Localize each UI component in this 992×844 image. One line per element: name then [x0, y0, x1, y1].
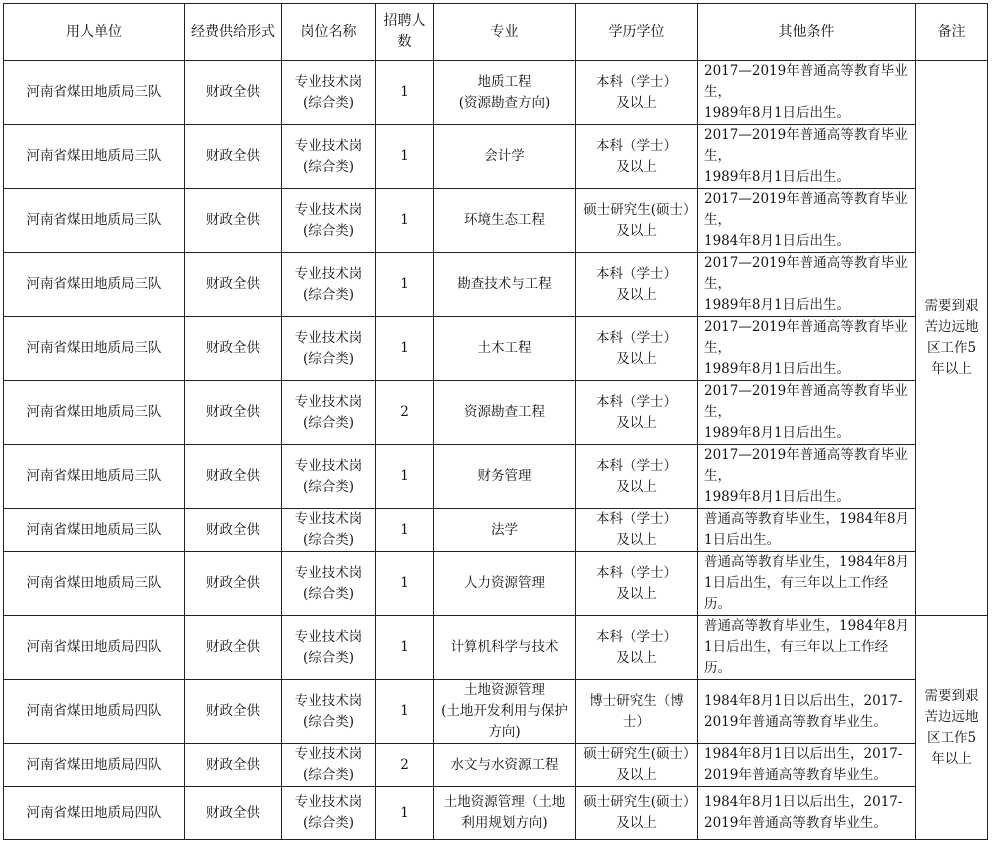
table-row [4, 253, 988, 317]
header-unit: 用人单位 [4, 4, 185, 61]
conditions-cell: 普通高等教育毕业生，1984年8月1日后出生，有三年以上工作经历。 [698, 616, 916, 680]
count-cell: 1 [376, 125, 434, 189]
header-row [4, 4, 988, 61]
count-cell: 1 [376, 680, 434, 744]
table-row [4, 552, 988, 616]
table-row [4, 509, 988, 552]
conditions-cell: 普通高等教育毕业生，1984年8月1日后出生，有三年以上工作经历。 [698, 552, 916, 616]
conditions-cell: 普通高等教育毕业生，1984年8月1日后出生。 [698, 509, 916, 552]
unit-cell: 河南省煤田地质局四队 [4, 787, 185, 840]
conditions-cell: 1984年8月1日以后出生，2017-2019年普通高等教育毕业生。 [698, 787, 916, 840]
table-row [4, 189, 988, 253]
funding-cell: 财政全供 [185, 552, 282, 616]
position-cell: 专业技术岗 (综合类) [282, 125, 376, 189]
count-cell: 2 [376, 744, 434, 787]
unit-cell: 河南省煤田地质局四队 [4, 744, 185, 787]
table-row [4, 317, 988, 381]
degree-cell: 硕士研究生(硕士）及以上 [576, 744, 698, 787]
position-cell: 专业技术岗 (综合类) [282, 680, 376, 744]
funding-cell: 财政全供 [185, 125, 282, 189]
funding-cell: 财政全供 [185, 680, 282, 744]
count-cell: 2 [376, 381, 434, 445]
unit-cell: 河南省煤田地质局三队 [4, 125, 185, 189]
position-cell: 专业技术岗 (综合类) [282, 744, 376, 787]
count-cell: 1 [376, 253, 434, 317]
table-row [4, 616, 988, 680]
position-cell: 专业技术岗 (综合类) [282, 616, 376, 680]
funding-cell: 财政全供 [185, 253, 282, 317]
conditions-cell: 2017—2019年普通高等教育毕业生， 1989年8月1日后出生。 [698, 125, 916, 189]
funding-cell: 财政全供 [185, 744, 282, 787]
major-cell: 水文与水资源工程 [434, 744, 576, 787]
unit-cell: 河南省煤田地质局四队 [4, 680, 185, 744]
degree-cell: 本科（学士） 及以上 [576, 616, 698, 680]
remarks-cell: 需要到艰苦边远地区工作5年以上 [916, 616, 988, 840]
unit-cell: 河南省煤田地质局三队 [4, 445, 185, 509]
unit-cell: 河南省煤田地质局三队 [4, 189, 185, 253]
major-cell: 计算机科学与技术 [434, 616, 576, 680]
degree-cell: 硕士研究生(硕士）及以上 [576, 189, 698, 253]
header-funding: 经费供给形式 [185, 4, 282, 61]
position-cell: 专业技术岗 (综合类) [282, 189, 376, 253]
conditions-cell: 2017—2019年普通高等教育毕业生， 1989年8月1日后出生。 [698, 381, 916, 445]
position-cell: 专业技术岗 (综合类) [282, 253, 376, 317]
conditions-cell: 1984年8月1日以后出生，2017-2019年普通高等教育毕业生。 [698, 680, 916, 744]
funding-cell: 财政全供 [185, 616, 282, 680]
position-cell: 专业技术岗 (综合类) [282, 509, 376, 552]
table-row [4, 445, 988, 509]
major-cell: 土木工程 [434, 317, 576, 381]
major-cell: 土地资源管理 (土地开发利用与保护方向) [434, 680, 576, 744]
major-cell: 资源勘查工程 [434, 381, 576, 445]
funding-cell: 财政全供 [185, 317, 282, 381]
count-cell: 1 [376, 189, 434, 253]
conditions-cell: 2017—2019年普通高等教育毕业生， 1989年8月1日后出生。 [698, 317, 916, 381]
conditions-cell: 1984年8月1日以后出生，2017-2019年普通高等教育毕业生。 [698, 744, 916, 787]
degree-cell: 博士研究生（博士） [576, 680, 698, 744]
unit-cell: 河南省煤田地质局三队 [4, 381, 185, 445]
position-cell: 专业技术岗 (综合类) [282, 317, 376, 381]
major-cell: 人力资源管理 [434, 552, 576, 616]
unit-cell: 河南省煤田地质局三队 [4, 61, 185, 125]
count-cell: 1 [376, 787, 434, 840]
degree-cell: 本科（学士） 及以上 [576, 552, 698, 616]
remarks-cell: 需要到艰苦边远地区工作5年以上 [916, 61, 988, 616]
conditions-cell: 2017—2019年普通高等教育毕业生， 1984年8月1日后出生。 [698, 189, 916, 253]
funding-cell: 财政全供 [185, 787, 282, 840]
header-conditions: 其他条件 [698, 4, 916, 61]
funding-cell: 财政全供 [185, 445, 282, 509]
conditions-cell: 2017—2019年普通高等教育毕业生， 1989年8月1日后出生。 [698, 61, 916, 125]
position-cell: 专业技术岗 (综合类) [282, 787, 376, 840]
position-cell: 专业技术岗 (综合类) [282, 61, 376, 125]
position-cell: 专业技术岗 (综合类) [282, 445, 376, 509]
unit-cell: 河南省煤田地质局三队 [4, 552, 185, 616]
table-row [4, 744, 988, 787]
funding-cell: 财政全供 [185, 189, 282, 253]
count-cell: 1 [376, 61, 434, 125]
degree-cell: 硕士研究生(硕士）及以上 [576, 787, 698, 840]
major-cell: 地质工程 (资源勘查方向) [434, 61, 576, 125]
degree-cell: 本科（学士） 及以上 [576, 445, 698, 509]
position-cell: 专业技术岗 (综合类) [282, 381, 376, 445]
recruitment-table [3, 3, 988, 840]
funding-cell: 财政全供 [185, 509, 282, 552]
major-cell: 会计学 [434, 125, 576, 189]
degree-cell: 本科（学士） 及以上 [576, 381, 698, 445]
header-major: 专业 [434, 4, 576, 61]
count-cell: 1 [376, 445, 434, 509]
header-count: 招聘人数 [376, 4, 434, 61]
major-cell: 环境生态工程 [434, 189, 576, 253]
unit-cell: 河南省煤田地质局三队 [4, 317, 185, 381]
count-cell: 1 [376, 552, 434, 616]
table-row [4, 61, 988, 125]
funding-cell: 财政全供 [185, 381, 282, 445]
header-position: 岗位名称 [282, 4, 376, 61]
major-cell: 财务管理 [434, 445, 576, 509]
count-cell: 1 [376, 509, 434, 552]
unit-cell: 河南省煤田地质局三队 [4, 509, 185, 552]
position-cell: 专业技术岗 (综合类) [282, 552, 376, 616]
unit-cell: 河南省煤田地质局三队 [4, 253, 185, 317]
conditions-cell: 2017—2019年普通高等教育毕业生， 1989年8月1日后出生。 [698, 253, 916, 317]
funding-cell: 财政全供 [185, 61, 282, 125]
header-remarks: 备注 [916, 4, 988, 61]
degree-cell: 本科（学士） 及以上 [576, 317, 698, 381]
degree-cell: 本科（学士） 及以上 [576, 125, 698, 189]
conditions-cell: 2017—2019年普通高等教育毕业生， 1989年8月1日后出生。 [698, 445, 916, 509]
count-cell: 1 [376, 317, 434, 381]
unit-cell: 河南省煤田地质局四队 [4, 616, 185, 680]
major-cell: 土地资源管理（土地利用规划方向) [434, 787, 576, 840]
major-cell: 法学 [434, 509, 576, 552]
header-degree: 学历学位 [576, 4, 698, 61]
table-row [4, 381, 988, 445]
degree-cell: 本科（学士） 及以上 [576, 61, 698, 125]
degree-cell: 本科（学士） 及以上 [576, 509, 698, 552]
table-row [4, 680, 988, 744]
count-cell: 1 [376, 616, 434, 680]
table-row [4, 125, 988, 189]
table-row [4, 787, 988, 840]
major-cell: 勘查技术与工程 [434, 253, 576, 317]
degree-cell: 本科（学士） 及以上 [576, 253, 698, 317]
